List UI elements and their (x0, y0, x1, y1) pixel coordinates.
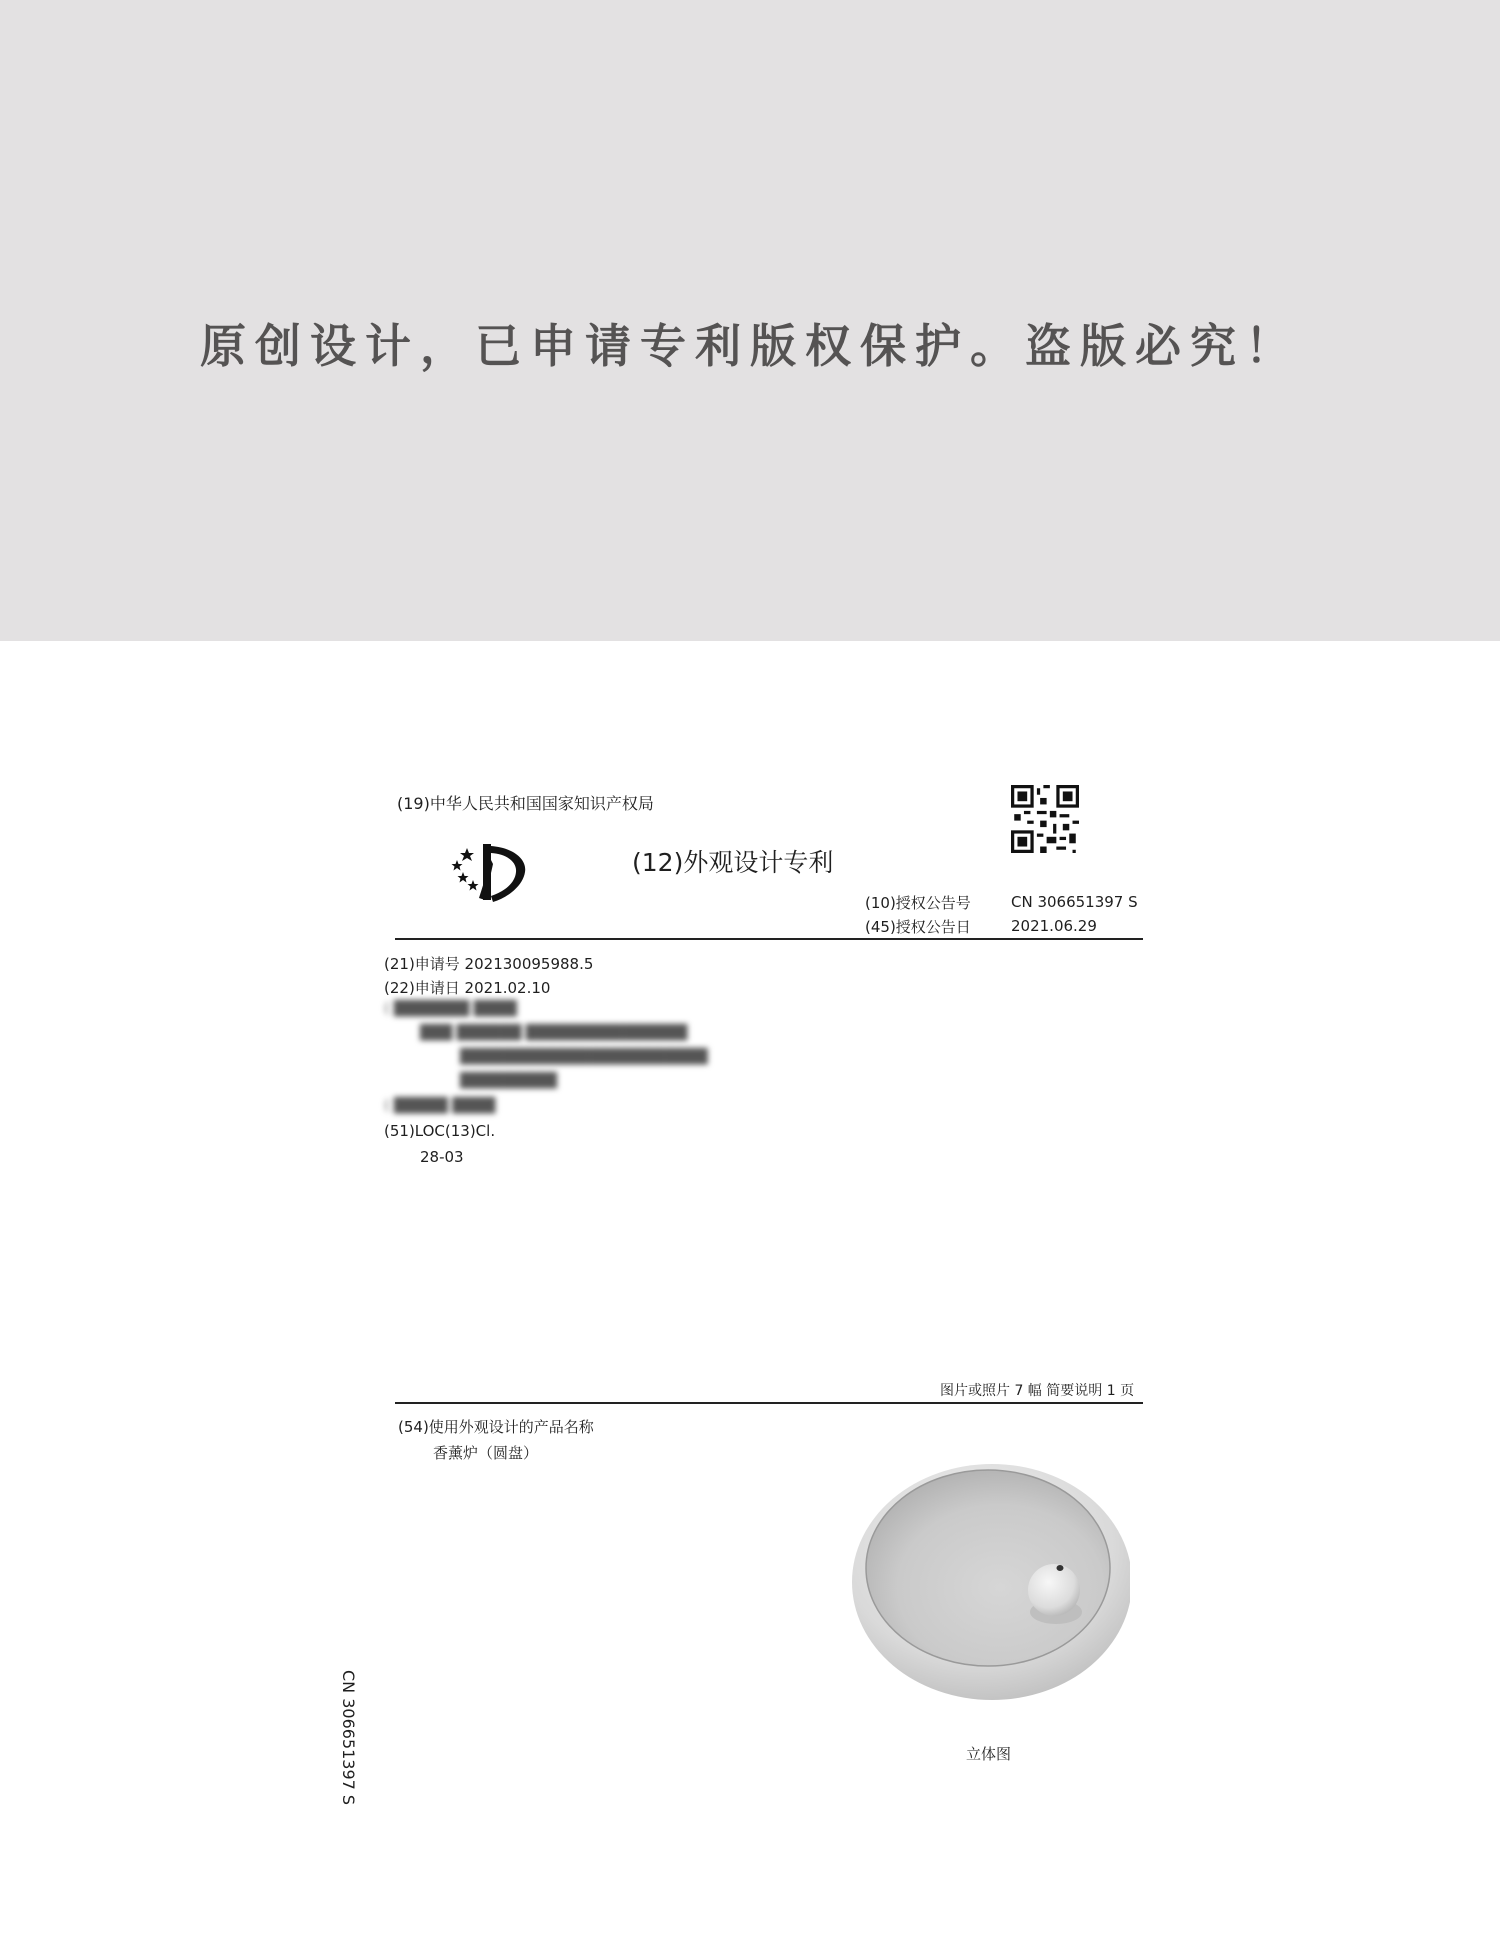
copyright-notice: 原创设计，已申请专利版权保护。盗版必究！ (200, 319, 1300, 373)
application-date: (22)申请日 2021.02.10 (384, 979, 551, 997)
product-name: 香薰炉（圆盘） (433, 1444, 539, 1462)
side-patent-number: CN 306651397 S (339, 1670, 358, 1806)
header-rule (395, 938, 1143, 940)
pub-date-value: 2021.06.29 (1011, 917, 1097, 935)
redacted-address-line: ███████████████████████ (460, 1049, 708, 1065)
mid-rule (395, 1402, 1143, 1404)
patent-type-title: (12)外观设计专利 (632, 848, 834, 877)
redacted-address-line: ███ ██████ ███████████████ (420, 1025, 688, 1041)
pub-number-value: CN 306651397 S (1011, 893, 1138, 911)
qr-code-icon (1011, 785, 1079, 853)
pub-date-label: (45)授权公告日 (865, 918, 971, 936)
pub-number-label: (10)授权公告号 (865, 894, 971, 912)
product-name-label: (54)使用外观设计的产品名称 (398, 1418, 594, 1436)
pages-note: 图片或照片 7 幅 简要说明 1 页 (940, 1383, 1135, 1399)
redacted-patentee: ( ███████ ████ (384, 1001, 517, 1017)
application-number: (21)申请号 202130095988.5 (384, 955, 594, 973)
product-figure (850, 1440, 1130, 1710)
authority-title: (19)中华人民共和国国家知识产权局 (397, 794, 654, 813)
patent-office-logo (445, 838, 535, 908)
loc-classification: (51)LOC(13)Cl. (384, 1122, 496, 1140)
loc-class-code: 28-03 (420, 1148, 464, 1166)
redacted-designer: ( █████ ████ (384, 1098, 496, 1114)
redacted-address-line: █████████ (460, 1073, 557, 1089)
figure-caption: 立体图 (966, 1745, 1012, 1763)
